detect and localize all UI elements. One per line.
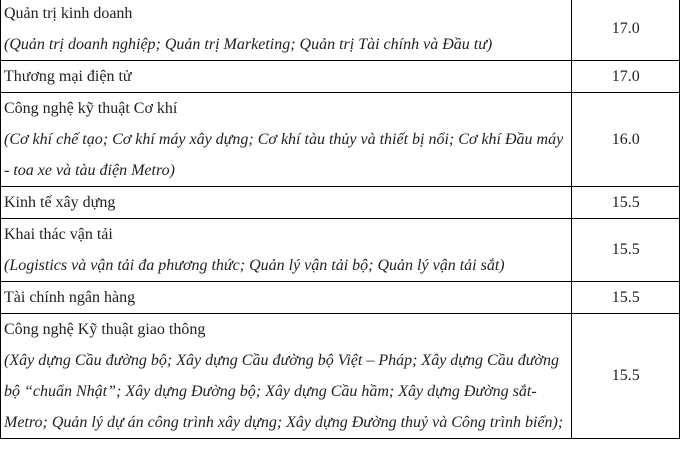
major-title: Kinh tế xây dựng [4, 194, 116, 211]
table-row [1, 61, 680, 93]
major-cell [1, 93, 572, 187]
major-cell [1, 61, 572, 93]
score-cell: 15.5 [572, 314, 680, 439]
major-title: Công nghệ Kỹ thuật giao thông [4, 321, 206, 338]
table-row [1, 314, 680, 439]
score-cell: 15.5 [572, 219, 680, 282]
major-cell [1, 314, 572, 439]
score-cell: 17.0 [572, 61, 680, 93]
table-row [1, 282, 680, 314]
major-specializations: (Logistics và vận tải đa phương thức; Quản lý vận tải bộ; Quản lý vận tải sắt) [4, 257, 505, 274]
major-title: Quản trị kinh doanh [4, 5, 133, 22]
major-title: Tài chính ngân hàng [4, 289, 136, 306]
major-specializations: (Cơ khí chế tạo; Cơ khí máy xây dựng; Cơ khí tàu thủy và thiết bị nổi; Cơ khí Đầu máy - toa xe và tàu điện Metro) [4, 131, 564, 179]
major-title: Công nghệ kỹ thuật Cơ khí [4, 100, 178, 117]
major-title: Khai thác vận tải [4, 226, 113, 243]
major-title: Thương mại điện tử [4, 68, 132, 85]
major-cell [1, 0, 572, 61]
score-cell: 15.5 [572, 187, 680, 219]
table-row [1, 187, 680, 219]
major-specializations: (Xây dựng Cầu đường bộ; Xây dựng Cầu đường bộ Việt – Pháp; Xây dựng Cầu đường bộ “chuẩn Nhật”; Xây dựng Đường bộ; Xây dựng Cầu hầm; Xây dựng Đường sắt-Metro; Quản lý dự án công trình xây dựng; Xây dựng Đường thuỷ và Công trình biển); [4, 352, 564, 431]
major-specializations: (Quản trị doanh nghiệp; Quản trị Marketing; Quản trị Tài chính và Đầu tư) [4, 36, 493, 53]
major-cell [1, 187, 572, 219]
score-cell: 15.5 [572, 282, 680, 314]
score-cell: 16.0 [572, 93, 680, 187]
major-cell [1, 282, 572, 314]
table-row [1, 219, 680, 282]
table-row [1, 93, 680, 187]
major-cell [1, 219, 572, 282]
score-cell: 17.0 [572, 0, 680, 61]
table-row [1, 0, 680, 61]
